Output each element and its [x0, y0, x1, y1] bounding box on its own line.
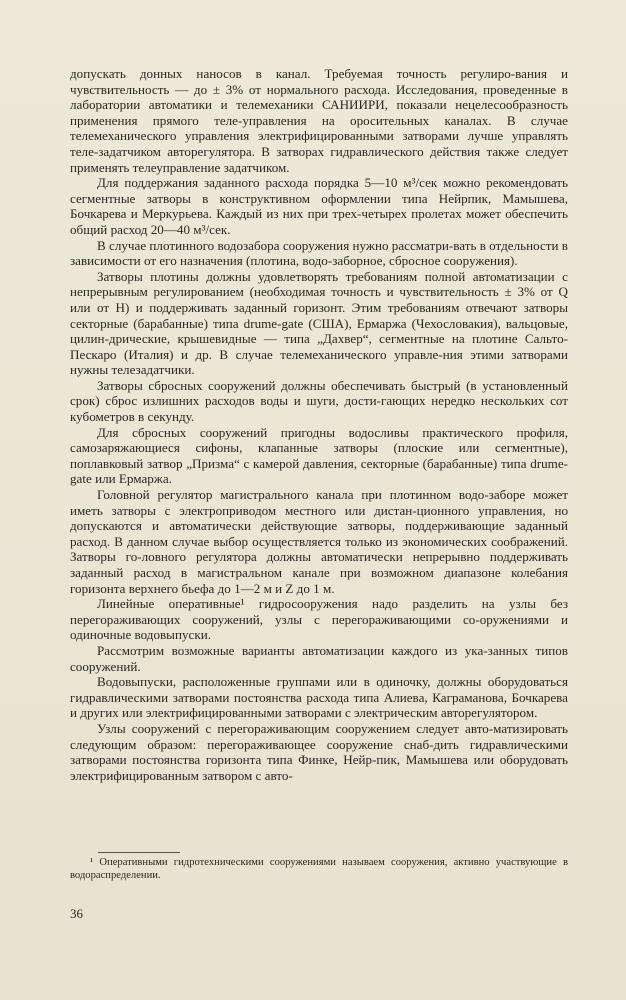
- footnote: ¹ Оперативными гидротехническими сооружениями называем сооружения, активно участвующие в водораспределении.: [70, 857, 568, 881]
- paragraph: допускать донных наносов в канал. Требуемая точность регулиро-вания и чувствительность — до ± 3% от нормального расхода. Исследования, проведенные в лаборатории автоматики и телемеханики САНИИРИ, показали нецелесообразность применения прямого теле-управления на оросительных каналах. В случае телемеханического управления электрифицированными затворами лучше управлять теле-задатчиком авторегулятора. В затворах гидравлического действия также следует применять телеуправление задатчиком.: [70, 66, 568, 175]
- paragraph: Линейные оперативные¹ гидросооружения надо разделить на узлы без перегораживающих сооружений, узлы с перегораживающими со-оружениями и одиночные водовыпуски.: [70, 596, 568, 643]
- paragraph: Для поддержания заданного расхода порядка 5—10 м³/сек можно рекомендовать сегментные затворы в конструктивном оформлении типа Нейрпик, Мамышева, Бочкарева и Меркурьева. Каждый из них при трех-четырех пролетах может обеспечить общий расход 20—40 м³/сек.: [70, 175, 568, 237]
- page-number: 36: [70, 906, 83, 921]
- body-text: [70, 66, 568, 783]
- paragraph: Затворы плотины должны удовлетворять требованиям полной автоматизации с непрерывным регулированием (необходимая точность и чувствительность ± 3% от Q или от H) и поддерживать заданный горизонт. Этим требованиям отвечают затворы секторные (барабанные) типа drume-gate (США), Ермаржа (Чехословакия), вальцовые, цилин-дрические, крышевидные — типа „Дахвер“, сегментные на плотине Сальто-Пескаро (Италия) и др. В случае телемеханического управле-ния этими затворами нужны телезадатчики.: [70, 268, 568, 378]
- paragraph: В случае плотинного водозабора сооружения нужно рассматри-вать в отдельности в зависимости от его назначения (плотина, водо-заборное, сбросное сооружения).: [70, 237, 568, 269]
- paragraph: Затворы сбросных сооружений должны обеспечивать быстрый (в установленный срок) сброс излишних расходов воды и шуги, дости-гающих нередко нескольких сот кубометров в секунду.: [70, 377, 568, 425]
- paragraph: Водовыпуски, расположенные группами или в одиночку, должны оборудоваться гидравлическими затворами постоянства расхода типа Алиева, Каграманова, Бочкарева и других или электрифицированными затворами с электрическим авторегулятором.: [70, 674, 568, 721]
- paragraph: Рассмотрим возможные варианты автоматизации каждого из ука-занных типов сооружений.: [70, 642, 568, 674]
- paragraph: Головной регулятор магистрального канала при плотинном водо-заборе может иметь затворы с электроприводом местного или дистан-ционного управления, но допускаются и автоматически действующие затворы, поддерживающие заданный расход. В данном случае выбор осуществляется только из экономических соображений. Затворы го-ловного регулятора должны автоматически непрерывно поддерживать заданный расход в магистральном канале при возможном диапазоне колебания горизонта верхнего бьефа до 1—2 м и Z до 1 м.: [70, 487, 568, 596]
- paragraph: Для сбросных сооружений пригодны водосливы практического профиля, самозаряжающиеся сифоны, клапанные затворы (плоские или сегментные), поплавковый затвор „Призма“ с камерой давления, секторные (барабанные) типа drume-gate или Ермаржа.: [70, 424, 568, 487]
- footnote-divider: [98, 852, 180, 853]
- paragraph: Узлы сооружений с перегораживающим сооружением следует авто-матизировать следующим образом: перегораживающее сооружение снаб-дить гидравлическими затворами постоянства горизонта типа Финке, Нейр-пик, Мамышева или оборудовать электрифицированным затвором с авто-: [70, 720, 568, 783]
